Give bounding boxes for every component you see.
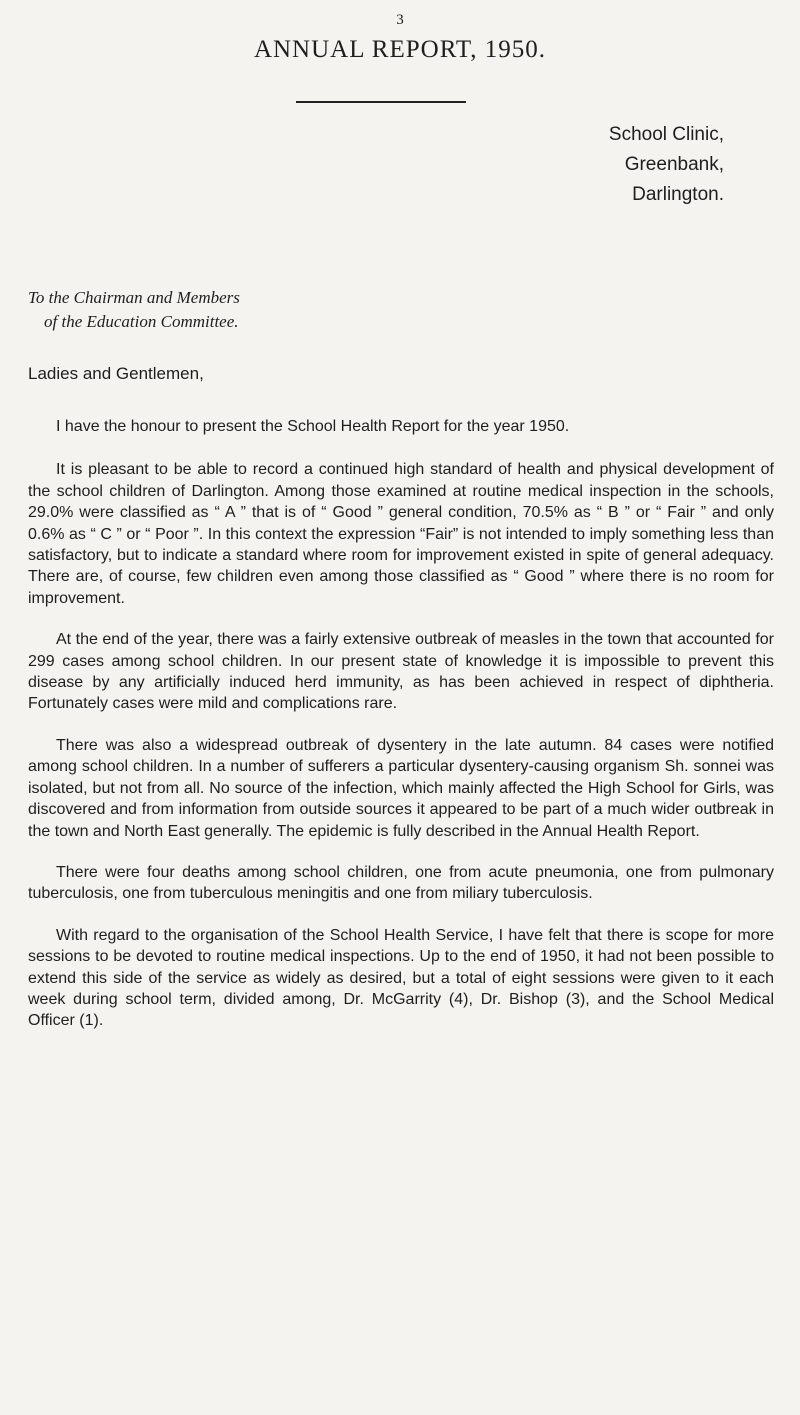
recipient-block xyxy=(28,286,240,334)
paragraph-measles: At the end of the year, there was a fairly extensive outbreak of measles in the town that accounted for 299 cases among school children. In our present state of knowledge it is impossible to prevent this disease by any artificially induced herd immunity, as has been achieved in respect of diphtheria. Fortunately cases were mild and complications rare. xyxy=(28,631,774,713)
recipient-line-2: of the Education Committee. xyxy=(44,312,239,331)
salutation: Ladies and Gentlemen, xyxy=(28,364,204,383)
address-line-street: Greenbank, xyxy=(624,154,724,175)
page-number: 3 xyxy=(396,12,404,28)
paragraph-dysentery: There was also a widespread outbreak of dysentery in the late autumn. 84 cases were notified among school children. In a number of sufferers a particular dysentery-causing organism Sh. sonnei was isolated, but not from all. No source of the infection, which mainly affected the High School for Girls, was discovered and from information from outside sources it appeared to be part of a much wider outbreak in the town and North East generally. The epidemic is fully described in the Annual Health Report. xyxy=(28,736,774,840)
title-divider xyxy=(296,101,466,103)
address-line-town: Darlington. xyxy=(632,184,724,205)
report-body xyxy=(28,416,774,1052)
sender-address xyxy=(609,120,724,210)
paragraph-introduction: I have the honour to present the School Health Report for the year 1950. xyxy=(56,418,570,435)
paragraph-deaths: There were four deaths among school children, one from acute pneumonia, one from pulmonary tuberculosis, one from tuberculous meningitis and one from miliary tuberculosis. xyxy=(28,863,774,903)
recipient-line-1: To the Chairman and Members xyxy=(28,288,240,307)
paragraph-health-standard: It is pleasant to be able to record a continued high standard of health and physical development of the school children of Darlington. Among those examined at routine medical inspection in the schools, 29.0% were classified as “ A ” that is of “ Good ” general condition, 70.5% as “ B ” or “ Fair ” and only 0.6% as “ C ” or “ Poor ”. In this context the expression “Fair” is not intended to imply something less than satisfactory, but to indicate a standard where room for improvement existed in spite of general adequacy. There are, of course, few children even among those classified as “ Good ” where there is no room for improvement. xyxy=(28,461,774,607)
report-title: ANNUAL REPORT, 1950. xyxy=(253,36,547,63)
address-line-clinic: School Clinic, xyxy=(608,124,724,145)
paragraph-organisation: With regard to the organisation of the School Health Service, I have felt that there is scope for more sessions to be devoted to routine medical inspections. Up to the end of 1950, it had not been possible to extend this side of the service as widely as desired, but a total of eight sessions were given to it each week during school term, divided among, Dr. McGarrity (4), Dr. Bishop (3), and the School Medical Officer (1). xyxy=(28,926,774,1030)
